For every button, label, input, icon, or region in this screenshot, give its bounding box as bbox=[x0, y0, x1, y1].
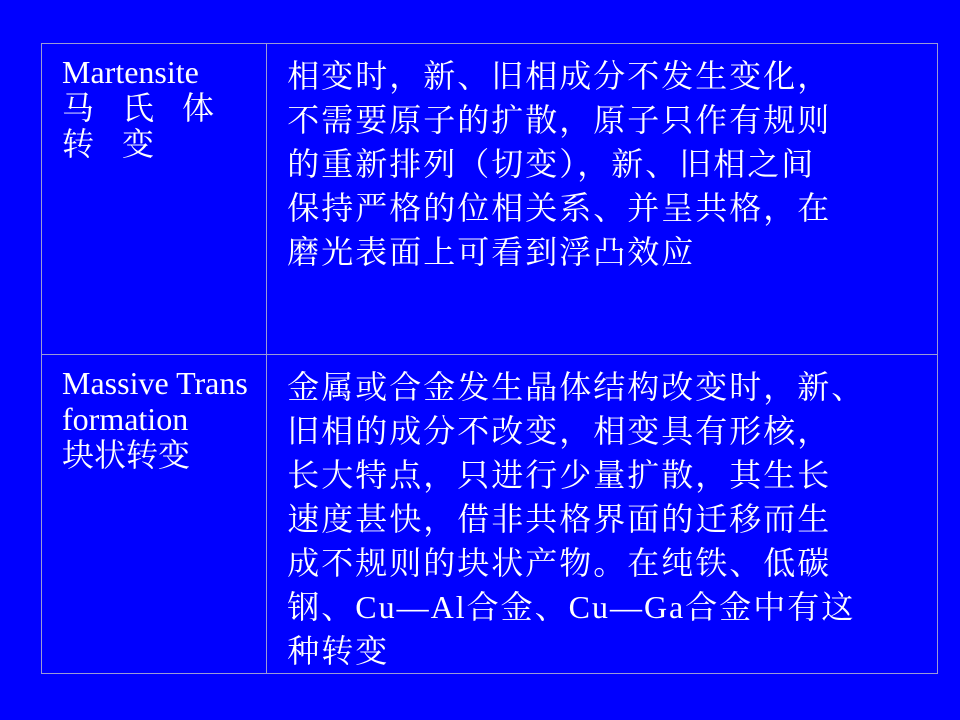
term-chinese: 马 氏 体 转 变 bbox=[62, 90, 225, 162]
description-line: 不需要原子的扩散，原子只作有规则 bbox=[287, 102, 832, 138]
description-cell bbox=[267, 44, 938, 355]
term-chinese: 块状转变 bbox=[62, 437, 191, 473]
description-line: 成不规则的块状产物。在纯铁、低碳 bbox=[287, 545, 832, 581]
description-line: 磨光表面上可看到浮凸效应 bbox=[287, 234, 696, 270]
description-line: 速度甚快，借非共格界面的迁移而生 bbox=[287, 501, 832, 537]
term-english: Martensite bbox=[62, 54, 199, 90]
term-cell bbox=[42, 355, 267, 674]
table-row-martensite bbox=[42, 44, 938, 355]
description-line: 金属或合金发生晶体结构改变时，新、 bbox=[287, 369, 866, 405]
description-line: 保持严格的位相关系、并呈共格，在 bbox=[287, 190, 832, 226]
comparison-table bbox=[41, 43, 938, 674]
description-line: 相变时，新、旧相成分不发生变化， bbox=[287, 58, 832, 94]
table-row-massive-transformation bbox=[42, 355, 938, 674]
description-line: 长大特点，只进行少量扩散，其生长 bbox=[287, 457, 832, 493]
description-line: 种转变 bbox=[287, 633, 390, 669]
description-line: 钢、Cu—Al合金、Cu—Ga合金中有这 bbox=[287, 589, 856, 625]
description-line: 的重新排列（切变），新、旧相之间 bbox=[287, 146, 816, 182]
term-english: Massive Transformation bbox=[62, 365, 248, 437]
term-cell bbox=[42, 44, 267, 355]
description-cell bbox=[267, 355, 938, 674]
description-line: 旧相的成分不改变，相变具有形核， bbox=[287, 413, 832, 449]
